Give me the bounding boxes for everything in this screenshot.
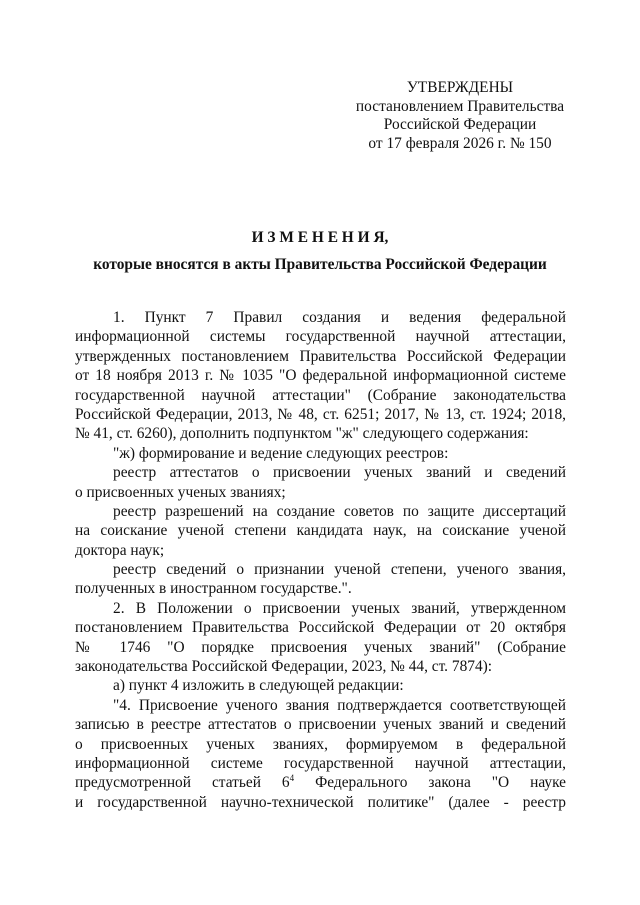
body-line-with-superscript (75, 773, 566, 792)
body-line: реестр разрешений на создание советов по защите диссертаций (113, 502, 566, 520)
body-line: полученных в иностранном государстве.". (75, 580, 352, 598)
body-line: постановлением Правительства Российской Федерации от 20 октября (75, 619, 566, 637)
approval-heading: УТВЕРЖДЕНЫ (406, 79, 514, 96)
body-line: от 18 ноября 2013 г. № 1035 "О федеральной информационной системе (75, 367, 566, 385)
body-line: 1. Пункт 7 Правил создания и ведения федеральной (113, 309, 566, 326)
body-line: доктора наук; (75, 541, 165, 559)
body-line: на соискание ученой степени кандидата наук, на соискание ученой (75, 522, 566, 540)
body-line: 2. В Положении о присвоении ученых званий, утвержденном (113, 599, 566, 617)
body-line: и государственной научно-технической политике" (далее - реестр (75, 793, 566, 811)
statute-law-text: Федерального закона "О науке (315, 774, 566, 792)
body-line: записью в реестре аттестатов о присвоении ученых званий и сведений (75, 716, 566, 734)
article-superscript: 4 (289, 773, 295, 784)
approval-block (330, 79, 590, 153)
body-line: информационной системе государственной научной аттестации, (75, 754, 566, 772)
body-line: законодательства Российской Федерации, 2023, № 44, ст. 7874): (75, 658, 493, 676)
body-line: о присвоенных ученых званиях; (75, 483, 286, 501)
body-line: государственной научной аттестации" (Собрание законодательства (75, 386, 566, 404)
approval-line-1: постановлением Правительства (355, 97, 565, 115)
document-title: И З М Е Н Е Н И Я, (251, 229, 389, 246)
approval-line-3: от 17 февраля 2026 г. № 150 (368, 134, 552, 152)
document-subtitle: которые вносятся в акты Правительства Российской Федерации (93, 256, 547, 273)
body-line: информационной системы государственной научной аттестации, (75, 328, 566, 346)
body-line: № 41, ст. 6260), дополнить подпунктом "ж" следующего содержания: (75, 425, 529, 443)
body-line: реестр сведений о признании ученой степени, ученого звания, (113, 561, 566, 579)
body-line: № 1746 "О порядке присвоения ученых званий" (Собрание (75, 638, 566, 656)
document-body (75, 308, 566, 812)
body-line: реестр аттестатов о присвоении ученых званий и сведений (113, 464, 566, 482)
body-line: а) пункт 4 изложить в следующей редакции: (113, 677, 404, 695)
approval-line-2: Российской Федерации (383, 116, 537, 133)
body-line: "4. Присвоение ученого звания подтверждается соответствующей (113, 696, 566, 714)
body-line: "ж) формирование и ведение следующих реестров: (113, 444, 449, 462)
body-line: утвержденных постановлением Правительства Российской Федерации (75, 347, 566, 365)
statute-article-text: предусмотренной статьей 6 (75, 774, 290, 792)
body-line: Российской Федерации, 2013, № 48, ст. 6251; 2017, № 13, ст. 1924; 2018, (75, 405, 566, 423)
body-line: о присвоенных ученых званиях, формируемом в федеральной (75, 735, 566, 753)
